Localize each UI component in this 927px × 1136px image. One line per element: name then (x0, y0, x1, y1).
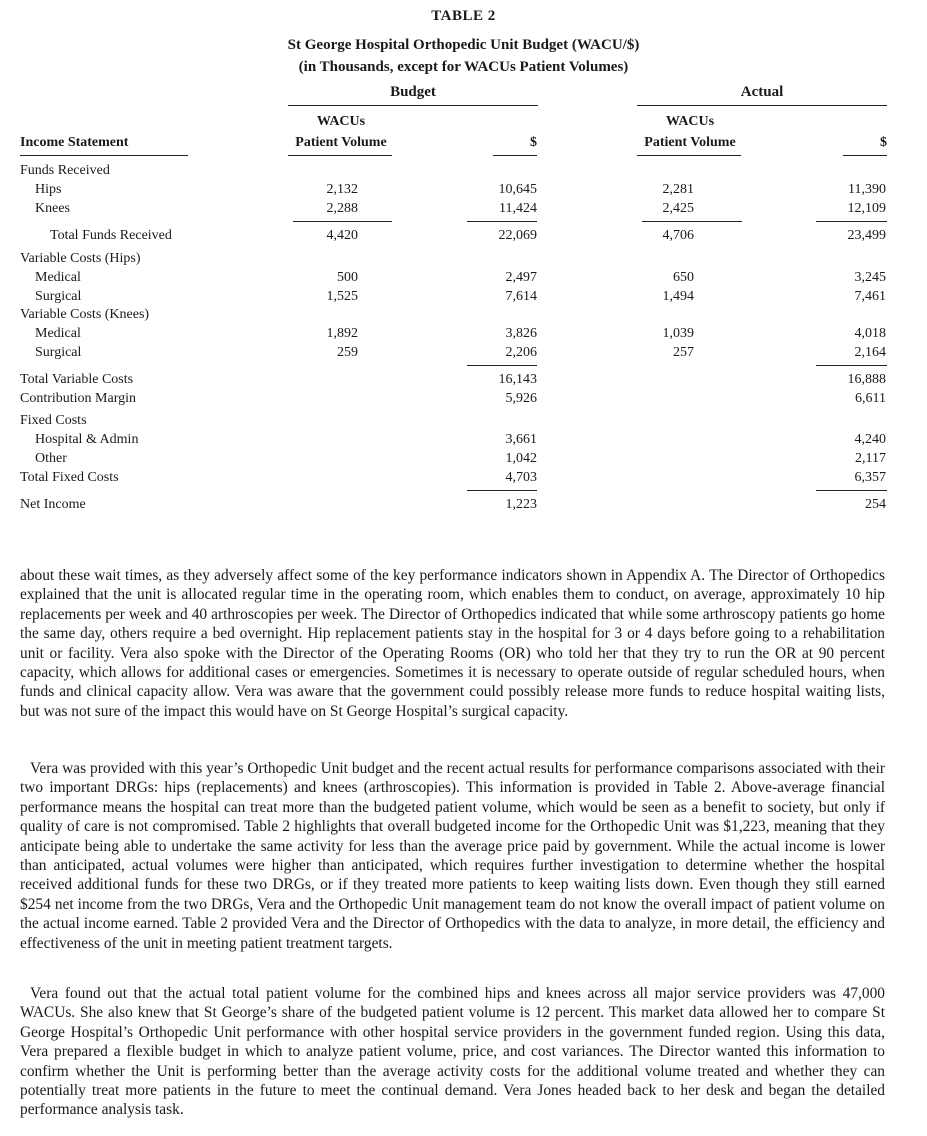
row-knees-medical-actual-dollars: 4,018 (854, 326, 886, 341)
actual-dollar-rule (843, 155, 887, 156)
subtotal-rule (467, 365, 537, 366)
row-knees-medical-budget-dollars: 3,826 (505, 326, 537, 341)
row-total-fixed-costs-actual-dollars: 6,357 (854, 470, 886, 485)
subtotal-rule (816, 365, 887, 366)
actual-group-header: Actual (740, 84, 784, 100)
row-hips-medical-label: Medical (35, 270, 81, 285)
row-total-funds-actual-volume: 4,706 (662, 228, 694, 243)
subtotal-rule (816, 490, 887, 491)
row-knees-actual-volume: 2,425 (662, 201, 694, 216)
subtotal-rule (816, 221, 887, 222)
row-knees-label: Knees (35, 201, 70, 216)
row-knees-surgical-actual-dollars: 2,164 (854, 345, 886, 360)
row-hospital-admin-budget-dollars: 3,661 (505, 432, 537, 447)
subtotal-rule (467, 490, 537, 491)
row-hips-label: Hips (35, 182, 62, 197)
budget-wacu-header (285, 111, 397, 153)
row-total-variable-costs-actual-dollars: 16,888 (847, 372, 886, 387)
subtotal-rule (467, 221, 537, 222)
row-hips-actual-volume: 2,281 (662, 182, 694, 197)
row-hips-medical-budget-volume: 500 (337, 270, 358, 285)
actual-wacu-rule (637, 155, 741, 156)
row-net-income-actual-dollars: 254 (865, 497, 886, 512)
row-hips-budget-volume: 2,132 (326, 182, 358, 197)
income-statement-header: Income Statement (20, 135, 129, 150)
budget-dollar-header: $ (530, 135, 537, 150)
row-knees-actual-dollars: 12,109 (847, 201, 886, 216)
budget-wacu-rule (288, 155, 392, 156)
row-hips-surgical-actual-dollars: 7,461 (854, 289, 886, 304)
row-knees-medical-actual-volume: 1,039 (662, 326, 694, 341)
budget-dollar-rule (493, 155, 537, 156)
row-hips-medical-actual-volume: 650 (673, 270, 694, 285)
body-paragraph-1: about these wait times, as they adversely affect some of the key performance indicators shown in Appendix A. The Director of Orthopedics explained that the unit is allocated regular time in the operating room, which enables them to conduct, on average, approximately 10 hip replacements per week and 40 arthroscopies per week. The Director of Orthopedics indicated that while some arthroscopy patients go home the same day, others require a bed overnight. Hip replacement patients stay in the hospital for 3 or 4 days before going to a rehabilitation unit or facility. Vera also spoke with the Director of the Operating Rooms (OR) who told her that they try to run the OR at 90 percent capacity, which allows for additional cases or emergencies. Sometimes it is necessary to operate outside of regular scheduled hours, when funds and clinical capacity allow. Vera was aware that the government could possibly release more funds to reduce hospital waiting lists, but was not sure of the impact this would have on St George Hospital’s surgical capacity. (20, 567, 885, 720)
row-total-fixed-costs-label: Total Fixed Costs (20, 470, 119, 485)
actual-wacu-header-line1: WACUs (665, 114, 715, 129)
row-total-fixed-costs-budget-dollars: 4,703 (505, 470, 537, 485)
row-other-label: Other (35, 451, 67, 466)
subtotal-rule (642, 221, 742, 222)
actual-wacu-header (634, 111, 746, 153)
actual-wacu-header-line2: Patient Volume (644, 135, 736, 150)
income-header-rule (20, 155, 188, 156)
row-total-funds-budget-volume: 4,420 (326, 228, 358, 243)
row-total-funds-budget-dollars: 22,069 (498, 228, 537, 243)
row-other-actual-dollars: 2,117 (855, 451, 886, 466)
row-knees-budget-volume: 2,288 (326, 201, 358, 216)
row-hips-surgical-budget-dollars: 7,614 (505, 289, 537, 304)
row-knees-surgical-budget-volume: 259 (337, 345, 358, 360)
row-net-income-label: Net Income (20, 497, 86, 512)
row-hips-medical-budget-dollars: 2,497 (505, 270, 537, 285)
row-total-funds-label: Total Funds Received (50, 228, 172, 243)
row-total-funds-actual-dollars: 23,499 (847, 228, 886, 243)
row-net-income-budget-dollars: 1,223 (505, 497, 537, 512)
actual-group-rule (637, 105, 887, 106)
row-knees-surgical-budget-dollars: 2,206 (505, 345, 537, 360)
row-contribution-margin-budget-dollars: 5,926 (505, 391, 537, 406)
row-knees-surgical-actual-volume: 257 (673, 345, 694, 360)
budget-group-header: Budget (390, 84, 436, 100)
row-knees-surgical-label: Surgical (35, 345, 82, 360)
row-hospital-admin-actual-dollars: 4,240 (854, 432, 886, 447)
row-total-variable-costs-budget-dollars: 16,143 (498, 372, 537, 387)
row-variable-costs-knees-label: Variable Costs (Knees) (20, 307, 150, 322)
row-variable-costs-hips-label: Variable Costs (Hips) (20, 251, 141, 266)
row-hips-budget-dollars: 10,645 (498, 182, 537, 197)
row-fixed-costs-label: Fixed Costs (20, 413, 87, 428)
table-number: TABLE 2 (431, 8, 496, 24)
table-subtitle: (in Thousands, except for WACUs Patient Volumes) (298, 59, 629, 75)
row-hips-actual-dollars: 11,390 (848, 182, 886, 197)
budget-group-rule (288, 105, 538, 106)
row-knees-medical-label: Medical (35, 326, 81, 341)
budget-wacu-header-line2: Patient Volume (295, 135, 387, 150)
row-contribution-margin-actual-dollars: 6,611 (855, 391, 886, 406)
row-hips-surgical-budget-volume: 1,525 (326, 289, 358, 304)
row-contribution-margin-label: Contribution Margin (20, 391, 137, 406)
row-knees-budget-dollars: 11,424 (499, 201, 537, 216)
row-hips-surgical-label: Surgical (35, 289, 82, 304)
budget-wacu-header-line1: WACUs (316, 114, 366, 129)
row-total-variable-costs-label: Total Variable Costs (20, 372, 134, 387)
row-hospital-admin-label: Hospital & Admin (35, 432, 139, 447)
actual-dollar-header: $ (880, 135, 887, 150)
body-paragraph-2: Vera was provided with this year’s Orthopedic Unit budget and the recent actual results for performance comparisons associated with their two important DRGs: hips (replacements) and knees (arthroscopies). This information is provided in Table 2. Above-average financial performance means the hospital can treat more than the budgeted patient volume, which would be seen as a benefit to society, but only if quality of care is not compromised. Table 2 highlights that overall budgeted income for the Orthopedic Unit was $1,223, meaning that they anticipate being able to undertake the same activity for less than the average price paid by government. While the actual income is lower than anticipated, actual volumes were higher than anticipated, which requires further investigation to determine whether the hospital received additional funds for these two DRGs, or if they treated more patients to keep waiting lists down. Even though they still earned $254 net income from the two DRGs, Vera and the Orthopedic Unit management team do not know the overall impact of patient volume on the actual income earned. Table 2 provided Vera and the Director of Orthopedics with the data to analyze, in more detail, the efficiency and effectiveness of the unit in meeting patient treatment targets. (20, 760, 885, 952)
table-title: St George Hospital Orthopedic Unit Budget (WACU/$) (287, 37, 640, 53)
row-knees-medical-budget-volume: 1,892 (326, 326, 358, 341)
row-hips-surgical-actual-volume: 1,494 (662, 289, 694, 304)
subtotal-rule (293, 221, 392, 222)
row-hips-medical-actual-dollars: 3,245 (854, 270, 886, 285)
row-other-budget-dollars: 1,042 (505, 451, 537, 466)
body-paragraph-3: Vera found out that the actual total patient volume for the combined hips and knees across all major service providers was 47,000 WACUs. She also knew that St George’s share of the budgeted patient volume is 12 percent. This market data allowed her to compare St George Hospital’s Orthopedic Unit performance with other hospital service providers in the government funded region. Using this data, Vera prepared a flexible budget in which to analyze patient volume, price, and cost variances. The Director wanted this information to confirm whether the Unit is performing better than the average activity costs for the additional volume treated and whether they can potentially treat more patients in the future to meet the continual demand. Vera Jones headed back to her desk and began the detailed performance analysis task. (20, 985, 885, 1119)
row-funds-received-label: Funds Received (20, 163, 110, 178)
